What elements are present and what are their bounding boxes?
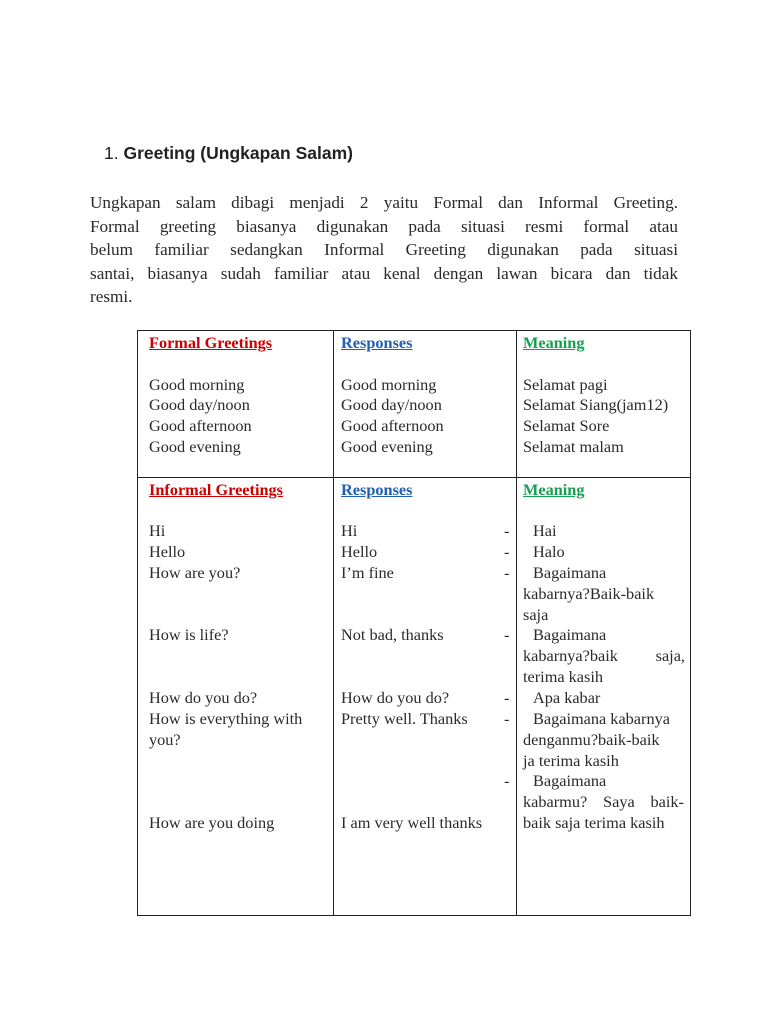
formal-response: Good day/noon: [341, 395, 442, 415]
section-heading: [104, 143, 353, 164]
column-divider: [516, 331, 517, 915]
informal-meaning: Bagaimana kabarnya?Baik-baik saja: [523, 563, 655, 624]
informal-greeting: How are you doing: [149, 813, 275, 832]
dash-bullet: -: [504, 688, 510, 707]
dash-bullet: -: [504, 563, 510, 582]
formal-greeting: Good afternoon: [149, 416, 252, 436]
informal-greeting: you?: [149, 730, 181, 749]
formal-responses-header: Responses: [341, 333, 413, 352]
dash-bullet: -: [504, 771, 510, 790]
formal-response: Good afternoon: [341, 416, 444, 436]
informal-meaning: Apa kabar: [533, 688, 601, 707]
greeting-table: [137, 330, 691, 916]
formal-meaning: Selamat pagi: [523, 374, 608, 394]
section-title: Greeting (Ungkapan Salam): [123, 143, 353, 163]
informal-meaning: Bagaimana kabarnya denganmu?baik-baik ja terima kasih: [523, 709, 670, 770]
formal-responses-cell: [341, 333, 511, 458]
formal-meaning-header: Meaning: [523, 333, 585, 352]
informal-response: Pretty well. Thanks: [341, 709, 468, 728]
row-divider: [138, 477, 690, 478]
informal-greeting: How are you?: [149, 563, 241, 582]
informal-responses-header: Responses: [341, 480, 413, 499]
paragraph-line: Ungkapan salam dibagi menjadi 2 yaitu Formal dan Informal Greeting.: [90, 193, 678, 212]
paragraph-line: Formal greeting biasanya digunakan pada situasi resmi formal atau: [90, 216, 678, 236]
formal-response: Good morning: [341, 374, 437, 394]
informal-greeting: How is everything with: [149, 709, 303, 728]
informal-meaning: Bagaimana kabarnya?baik saja, terima kasih: [523, 625, 685, 686]
informal-response: Hello: [341, 542, 378, 561]
dash-bullet: -: [504, 521, 510, 540]
formal-greeting: Good day/noon: [149, 395, 250, 415]
informal-response: Not bad, thanks: [341, 625, 444, 644]
section-number: 1.: [104, 143, 119, 163]
dash-bullet: -: [504, 625, 510, 644]
formal-meaning: Selamat Siang(jam12): [523, 395, 669, 415]
formal-greeting: Good evening: [149, 436, 241, 456]
informal-greeting: How do you do?: [149, 688, 258, 707]
informal-greetings-header: Informal Greetings: [149, 480, 284, 499]
formal-meaning: Selamat malam: [523, 436, 624, 456]
informal-greeting: How is life?: [149, 625, 229, 644]
informal-response: Hi: [341, 521, 358, 540]
paragraph-line: resmi.: [90, 287, 133, 306]
paragraph-line: santai, biasanya sudah familiar atau kenal dengan lawan bicara dan tidak: [90, 263, 678, 283]
formal-greeting: Good morning: [149, 374, 245, 394]
informal-response: I’m fine: [341, 563, 394, 582]
informal-meaning: Hai: [533, 521, 557, 540]
formal-meaning: Selamat Sore: [523, 416, 610, 436]
dash-bullet: -: [504, 709, 510, 728]
dash-bullet: -: [504, 542, 510, 561]
formal-greetings-header: Formal Greetings: [149, 333, 273, 352]
column-divider: [333, 331, 334, 915]
informal-meaning: Bagaimana kabarmu? Saya baik- baik saja terima kasih: [523, 771, 684, 832]
intro-paragraph: [90, 191, 678, 309]
formal-greetings-cell: [149, 333, 329, 458]
formal-response: Good evening: [341, 436, 433, 456]
informal-meaning-header: Meaning: [523, 480, 585, 499]
informal-meaning: Halo: [533, 542, 565, 561]
informal-response: How do you do?: [341, 688, 450, 707]
paragraph-line: belum familiar sedangkan Informal Greeting digunakan pada situasi: [90, 240, 678, 259]
informal-greeting: Hello: [149, 542, 186, 561]
informal-greeting: Hi: [149, 521, 166, 540]
formal-meaning-cell: [523, 333, 687, 458]
informal-response: I am very well thanks: [341, 813, 483, 832]
